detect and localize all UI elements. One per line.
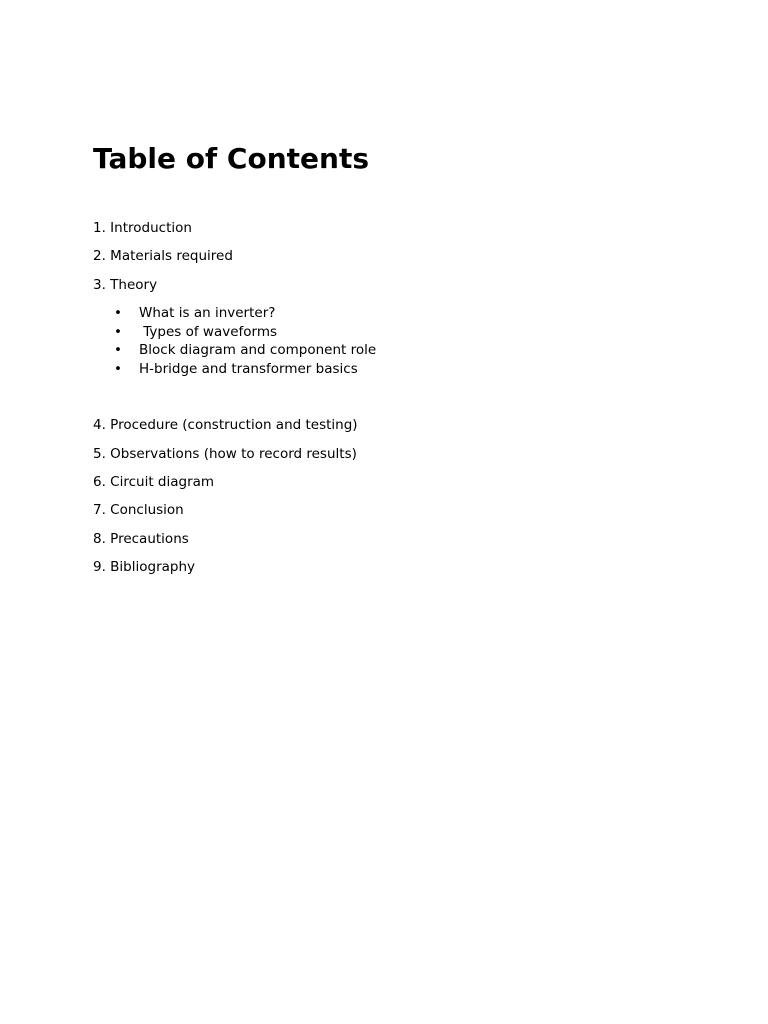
toc-entry-circuit-diagram: 6. Circuit diagram [93, 474, 215, 490]
bullet-icon: • [114, 360, 122, 377]
subitem-text: Block diagram and component role [139, 342, 377, 358]
toc-entry-procedure: 4. Procedure (construction and testing) [93, 417, 358, 433]
toc-entry-precautions: 8. Precautions [93, 531, 189, 547]
theory-subitem-inverter [0, 304, 276, 323]
theory-subitem-list [0, 304, 377, 378]
toc-entry-conclusion: 7. Conclusion [93, 502, 184, 518]
subitem-text: Types of waveforms [139, 323, 278, 340]
toc-entry-introduction: 1. Introduction [93, 220, 192, 236]
page-title: Table of Contents [93, 142, 370, 175]
theory-subitem-waveforms [0, 323, 278, 342]
theory-subitem-h-bridge [0, 360, 358, 379]
toc-entry-bibliography: 9. Bibliography [93, 559, 196, 575]
bullet-icon: • [114, 305, 122, 321]
subitem-text: What is an inverter? [139, 305, 276, 321]
toc-entry-materials-required: 2. Materials required [93, 248, 233, 264]
bullet-icon: • [114, 342, 122, 358]
toc-entry-theory: 3. Theory [93, 277, 158, 293]
bullet-icon: • [114, 323, 122, 340]
theory-subitem-block-diagram [0, 341, 377, 360]
toc-entry-observations: 5. Observations (how to record results) [93, 446, 357, 462]
subitem-text: H-bridge and transformer basics [139, 360, 358, 377]
